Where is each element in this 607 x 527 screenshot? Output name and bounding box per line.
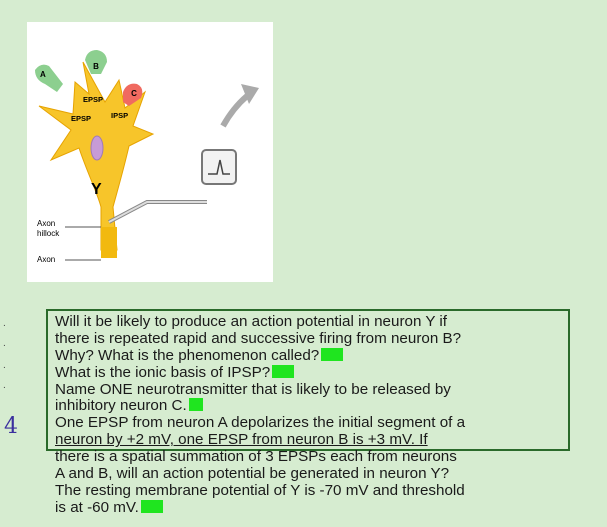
answer-highlight xyxy=(272,365,294,378)
label-a: A xyxy=(40,70,46,79)
label-axon-hillock-1: Axon xyxy=(37,219,56,228)
side-bullet: . xyxy=(3,360,6,371)
side-bullet: . xyxy=(3,338,6,349)
label-epsp-left: EPSP xyxy=(71,114,92,123)
label-y: Y xyxy=(91,181,102,198)
label-axon: Axon xyxy=(37,255,56,264)
label-ipsp: IPSP xyxy=(111,111,129,120)
question-line: One EPSP from neuron A depolarizes the initial segment of a xyxy=(55,414,466,432)
question-line: there is repeated rapid and successive firing from neuron B? xyxy=(55,329,462,347)
answer-highlight xyxy=(189,398,203,411)
question-line: inhibitory neuron C. xyxy=(55,398,595,415)
electrode xyxy=(109,202,207,222)
label-axon-hillock-2: hillock xyxy=(37,229,60,238)
side-bullet: . xyxy=(3,318,6,329)
question-line: Will it be likely to produce an action potential in neuron Y if xyxy=(55,313,448,330)
axon-hillock xyxy=(101,227,117,258)
arrow xyxy=(223,96,247,126)
label-b: B xyxy=(93,62,99,71)
question-line: neuron by +2 mV, one EPSP from neuron B is +3 mV. If xyxy=(55,431,428,449)
nucleus xyxy=(91,136,103,160)
label-c: C xyxy=(131,89,137,98)
neuron-diagram xyxy=(27,22,273,282)
question-line: The resting membrane potential of Y is -70 mV and threshold xyxy=(55,481,465,499)
neuron-diagram-panel xyxy=(27,22,273,282)
side-bullet: . xyxy=(3,380,6,391)
question-line: What is the ionic basis of IPSP? xyxy=(55,365,595,382)
question-line: Name ONE neurotransmitter that is likely to be released by xyxy=(55,380,451,398)
question-line: is at -60 mV. xyxy=(55,500,595,517)
answer-highlight xyxy=(141,500,163,513)
question-text xyxy=(55,314,595,517)
question-line: A and B, will an action potential be generated in neuron Y? xyxy=(55,465,450,483)
handwritten-number: 4 xyxy=(4,414,18,439)
question-line: Why? What is the phenomenon called? xyxy=(55,348,595,365)
answer-highlight xyxy=(321,348,343,361)
question-line: there is a spatial summation of 3 EPSPs each from neurons xyxy=(55,448,457,466)
label-epsp-top: EPSP xyxy=(83,95,104,104)
